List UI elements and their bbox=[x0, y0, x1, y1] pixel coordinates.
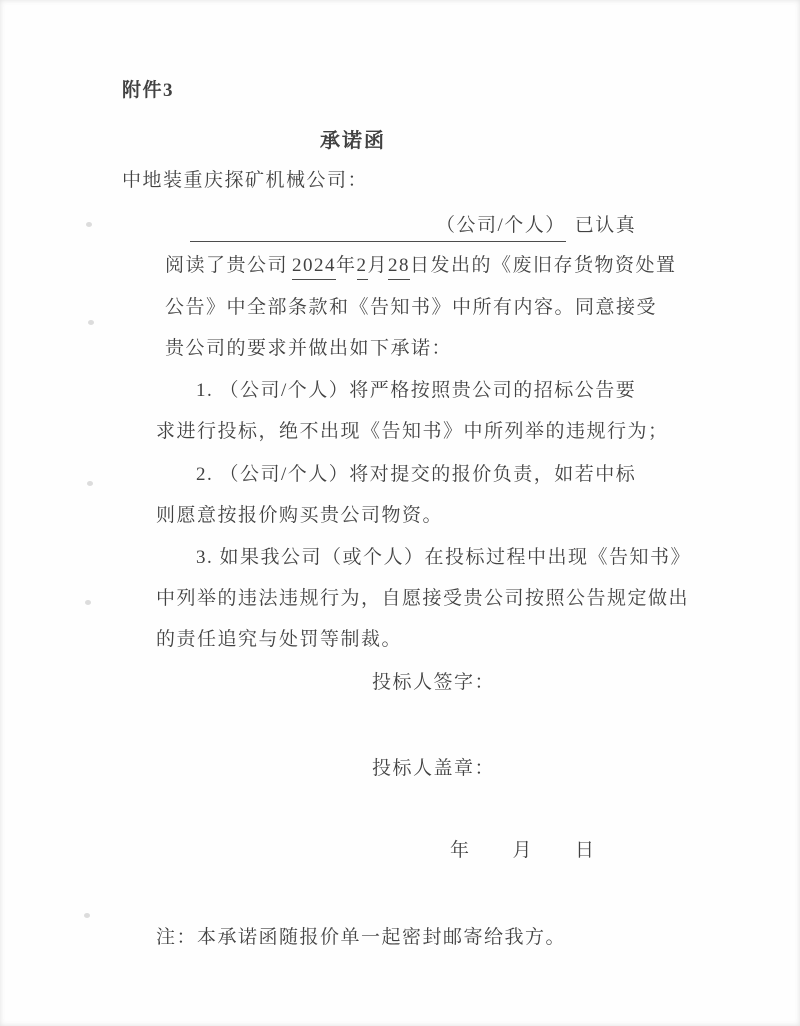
date-month-value: 2 bbox=[357, 255, 368, 280]
item1-line1: 1. （公司/个人）将严格按照贵公司的招标公告要 bbox=[196, 380, 637, 401]
paragraph1-line2-prefix: 阅读了贵公司 bbox=[165, 255, 289, 276]
item2-line2: 则愿意按报价购买贵公司物资。 bbox=[156, 505, 444, 526]
scan-artifact bbox=[88, 320, 94, 325]
scan-artifact bbox=[84, 913, 90, 918]
fill-in-line bbox=[190, 211, 636, 242]
signature-blank-group bbox=[190, 211, 566, 242]
date-month-unit: 月 bbox=[367, 255, 389, 276]
paragraph1-line4: 贵公司的要求并做出如下承诺： bbox=[165, 338, 453, 359]
fill-line-suffix: 已认真 bbox=[574, 215, 637, 236]
letter-title: 承诺函 bbox=[320, 130, 386, 152]
signature-label: 投标人签字： bbox=[372, 672, 496, 693]
paragraph1-line2 bbox=[165, 254, 677, 278]
date-year-unit: 年 bbox=[336, 255, 357, 276]
scan-artifact bbox=[85, 600, 91, 605]
date-year-label: 年 bbox=[450, 840, 471, 861]
paragraph1-line3: 公告》中全部条款和《告知书》中所有内容。同意接受 bbox=[165, 297, 658, 318]
blank-underline bbox=[190, 211, 436, 231]
salutation: 中地装重庆探矿机械公司： bbox=[122, 170, 369, 191]
item1-line2: 求进行投标，绝不出现《告知书》中所列举的违规行为； bbox=[156, 421, 669, 442]
date-month-label: 月 bbox=[512, 840, 534, 861]
item3-line3: 的责任追究与处罚等制裁。 bbox=[156, 629, 403, 650]
date-line bbox=[450, 839, 596, 863]
date-year-value: 2024 bbox=[292, 255, 336, 280]
item2-line1: 2. （公司/个人）将对提交的报价负责，如若中标 bbox=[196, 464, 637, 485]
date-day-value: 28 bbox=[388, 255, 410, 280]
scan-artifact bbox=[86, 222, 92, 227]
seal-label: 投标人盖章： bbox=[372, 758, 496, 779]
date-day-label: 日 bbox=[575, 840, 596, 861]
scan-artifact bbox=[87, 481, 93, 486]
item3-line2: 中列举的违法违规行为，自愿接受贵公司按照公告规定做出 bbox=[156, 588, 690, 609]
paragraph1-line2-suffix: 日发出的《废旧存货物资处置 bbox=[410, 255, 677, 276]
applicant-type-label: （公司/个人） bbox=[436, 215, 566, 236]
note-line: 注：本承诺函随报价单一起密封邮寄给我方。 bbox=[156, 927, 567, 948]
item3-line1: 3. 如果我公司（或个人）在投标过程中出现《告知书》 bbox=[196, 547, 692, 568]
attachment-label: 附件3 bbox=[122, 80, 175, 101]
